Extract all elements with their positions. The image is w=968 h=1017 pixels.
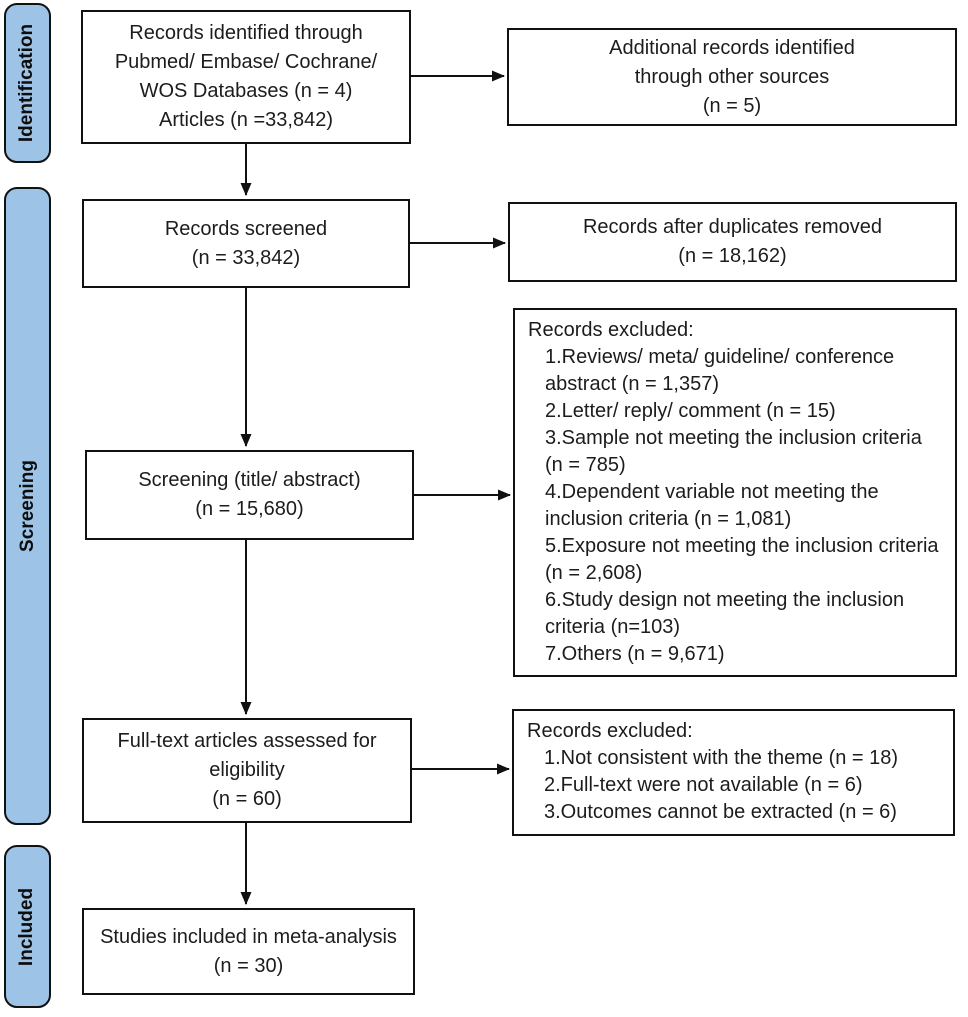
excluded-item-line: 5.Exposure not meeting the inclusion criteria bbox=[545, 535, 939, 557]
box-records-screened-line: Records screened bbox=[164, 217, 328, 240]
box-studies-included bbox=[82, 908, 415, 995]
box-duplicates-removed-line: (n = 18,162) bbox=[678, 245, 787, 267]
excluded-item-line: 1.Not consistent with the theme (n = 18) bbox=[544, 747, 899, 769]
excluded-item-line: (n = 785) bbox=[545, 454, 626, 476]
excluded-item bbox=[545, 479, 951, 533]
box-screening-title-abstract-line: Screening (title/ abstract) bbox=[138, 469, 361, 491]
box-studies-included-line: (n = 30) bbox=[213, 954, 284, 977]
stage-label-identification bbox=[4, 3, 51, 163]
excluded-item-line: 6.Study design not meeting the inclusion bbox=[545, 589, 905, 611]
box-fulltext-assessed bbox=[82, 718, 412, 823]
excluded-item bbox=[544, 772, 949, 799]
excluded-item bbox=[545, 533, 951, 587]
box-records-identified-line: Records identified through bbox=[129, 22, 363, 44]
box-fulltext-records-excluded bbox=[512, 709, 955, 836]
excluded-item-line: abstract (n = 1,357) bbox=[545, 373, 719, 395]
box-screening-records-excluded bbox=[513, 308, 957, 677]
excluded-item-line: 3.Outcomes cannot be extracted (n = 6) bbox=[544, 801, 897, 823]
excluded-item-line: inclusion criteria (n = 1,081) bbox=[545, 508, 792, 530]
records-excluded-title: Records excluded: bbox=[528, 319, 694, 341]
excluded-item bbox=[545, 425, 951, 479]
records-excluded-title: Records excluded: bbox=[527, 720, 693, 742]
excluded-item bbox=[545, 641, 951, 668]
box-fulltext-assessed-line: eligibility bbox=[209, 759, 285, 781]
box-screening-title-abstract-line: (n = 15,680) bbox=[195, 498, 304, 520]
excluded-item-line: (n = 2,608) bbox=[545, 562, 643, 584]
stage-label-included bbox=[4, 845, 51, 1008]
excluded-item bbox=[545, 587, 951, 641]
box-records-identified-line: Articles (n =33,842) bbox=[159, 109, 333, 131]
box-fulltext-assessed-line: Full-text articles assessed for bbox=[117, 730, 377, 752]
excluded-item bbox=[545, 398, 951, 425]
box-records-identified bbox=[81, 10, 411, 144]
box-screening-title-abstract bbox=[85, 450, 414, 540]
box-duplicates-removed-line: Records after duplicates removed bbox=[582, 216, 883, 238]
excluded-item bbox=[544, 745, 949, 772]
box-additional-records-line: through other sources bbox=[634, 65, 830, 88]
box-records-screened-line: (n = 33,842) bbox=[191, 246, 301, 269]
excluded-item bbox=[545, 344, 951, 398]
box-fulltext-assessed-line: (n = 60) bbox=[212, 788, 282, 810]
excluded-item-line: 4.Dependent variable not meeting the bbox=[545, 481, 879, 503]
box-additional-records bbox=[507, 28, 957, 126]
box-duplicates-removed bbox=[508, 202, 957, 282]
excluded-item-line: 2.Letter/ reply/ comment (n = 15) bbox=[545, 400, 836, 422]
stage-label-identification-text: Identification bbox=[16, 23, 38, 143]
excluded-item-line: 1.Reviews/ meta/ guideline/ conference bbox=[545, 346, 895, 368]
box-records-screened bbox=[82, 199, 410, 288]
box-records-identified-line: Pubmed/ Embase/ Cochrane/ bbox=[114, 51, 378, 73]
stage-label-included-text: Included bbox=[16, 887, 38, 966]
stage-label-screening-text: Screening bbox=[16, 460, 38, 552]
box-additional-records-line: Additional records identified bbox=[609, 36, 855, 59]
box-additional-records-line: (n = 5) bbox=[702, 94, 762, 117]
excluded-item-line: 3.Sample not meeting the inclusion criteria bbox=[545, 427, 922, 449]
excluded-item-line: criteria (n=103) bbox=[545, 616, 681, 638]
box-studies-included-line: Studies included in meta-analysis bbox=[100, 925, 397, 948]
excluded-item-line: 7.Others (n = 9,671) bbox=[545, 643, 725, 665]
excluded-item-line: 2.Full-text were not available (n = 6) bbox=[544, 774, 863, 796]
box-records-identified-line: WOS Databases (n = 4) bbox=[139, 80, 353, 102]
excluded-item bbox=[544, 799, 949, 826]
stage-label-screening bbox=[4, 187, 51, 825]
